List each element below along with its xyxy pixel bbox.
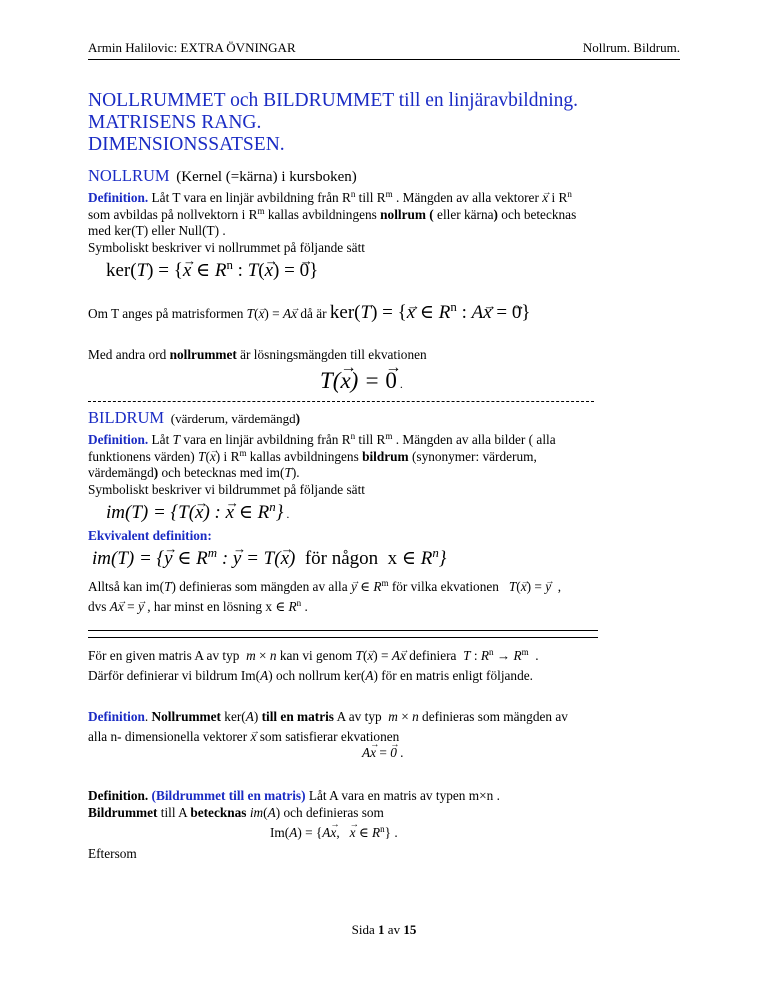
nollrum-andra-ord: Med andra ord nollrummet är lösningsmängden till ekvationen	[88, 347, 427, 362]
bildrum-alltsa: Alltså kan im(T) definieras som mängden av alla → y ∈ $R^m$ för vilka ekvationen T(→ x) = → y , dvs A→ x = → y , har minst en lösning x ∈ $R^n$ .	[88, 577, 708, 617]
matrix-def-bildrum: Definition. (Bildrummet till en matris) Låt A vara en matris av typen m×n . Bildrummet till A betecknas im(A) och definieras som	[88, 788, 500, 820]
footer-page-total: 15	[403, 922, 417, 937]
matrix-eftersom: Eftersom	[88, 846, 137, 861]
title-line-3: DIMENSIONSSATSEN.	[88, 134, 285, 155]
bildrum-heading-label: BILDRUM	[88, 408, 165, 427]
page-title	[88, 90, 578, 156]
bildrum-ekv-label: Ekvivalent definition:	[88, 528, 212, 543]
nollrum-heading-sub: (Kernel (=kärna) i kursboken)	[176, 169, 357, 185]
matrix-intro: För en given matris A av typ m × n kan vi genom T(→ x) = A→ x definiera T : $R^n \to R^m$ . Därför definierar vi bildrum Im(A) och nollrum ker(A) för en matris enligt följande.	[88, 646, 708, 686]
bildrum-def-label: Definition.	[88, 432, 149, 447]
nollrum-definition: Definition. Låt T vara en linjär avbildning från $R^n$ till $R^m$ . Mängden av alla vektorer → x i $R^n$ som avbildas på nollvektorn i $R^m$ kallas avbildningens nollrum ( eller kärna) och betecknas med ker(T) eller Null(T) . Symboliskt beskriver vi nollrummet på följande sätt	[88, 190, 698, 256]
section-divider-dashed	[88, 401, 594, 402]
nollrum-matrix-form: Om T anges på matrisformen T(→ x) = A→ x då är ker(T) = {→ x ∈ $R^n$ : A→ x = → 0}	[88, 305, 708, 323]
bildrum-definition: Definition. Låt T vara en linjär avbildning från $R^n$ till $R^m$ . Mängden av alla bilder ( alla funktionens värden) T(→ x) i $R^m$ kallas avbildningens bildrum (synonymer: värderum, värdemängd) och betecknas med im(T). Symboliskt beskriver vi bildrummet på följande sätt	[88, 432, 698, 498]
nollrum-heading-label: NOLLRUM	[88, 166, 170, 185]
matrix-def-nollrum: Definition. Nollrummet ker(A) till en matris A av typ m × n definieras som mängden av alla n- dimensionella vektorer → x som satisfierar ekvationen	[88, 707, 708, 747]
page-footer: Sida 1 av 15	[351, 922, 417, 937]
title-line-1: NOLLRUMMET och BILDRUMMET till en linjäravbildning.	[88, 90, 578, 111]
matrix-equation-ax0: A→ x = → 0 .	[362, 745, 404, 761]
section-divider-double	[88, 630, 598, 638]
bildrum-formula-2: im(T) = {→ y ∈ $R^m$ : → y = T(→ x) för någon x ∈ $R^n$}	[92, 547, 446, 570]
nollrum-heading	[88, 168, 688, 186]
bildrum-formula-1: im(T) = {T(→ x) : → x ∈ $R^n$} .	[106, 501, 289, 524]
nollrum-equation: T(→ x) = → 0 .	[320, 368, 403, 394]
matrix-im-formula: Im(A) = {A→ x, → x ∈ $R^n$} .	[270, 825, 398, 841]
nollrum-formula-1: ker(T) = {→ x ∈ $R^n$ : T(→ x) = → 0}	[106, 259, 318, 282]
header-rule	[88, 59, 680, 60]
header-author: Armin Halilovic: EXTRA ÖVNINGAR	[88, 40, 296, 55]
bildrum-heading: BILDRUM (värderum, värdemängd)	[88, 408, 301, 427]
title-line-2: MATRISENS RANG.	[88, 112, 262, 133]
header-topic: Nollrum. Bildrum.	[582, 40, 680, 55]
footer-page-number: 1	[378, 922, 385, 937]
nollrum-def-label: Definition.	[88, 190, 149, 205]
